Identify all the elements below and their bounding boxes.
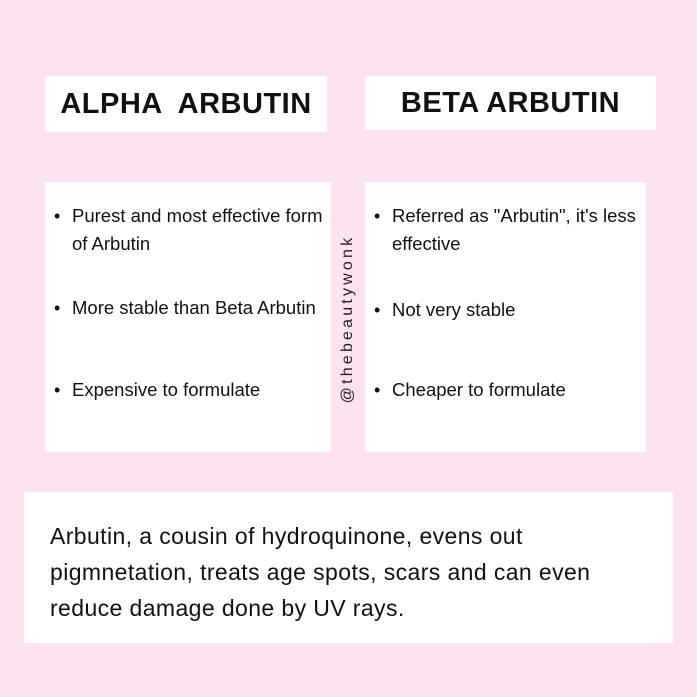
bullet-icon: • [374, 300, 381, 320]
point-text: Purest and most effective form of Arbutin [72, 205, 323, 254]
bullet-icon: • [54, 298, 61, 318]
bullet-icon: • [374, 380, 381, 400]
beta-arbutin-title: BETA ARBUTIN [400, 86, 621, 119]
bullet-icon: • [374, 206, 381, 226]
bullet-icon: • [54, 380, 61, 400]
alpha-arbutin-points-panel [45, 182, 331, 452]
list-item [54, 202, 323, 258]
list-item [54, 376, 323, 404]
beta-arbutin-title-panel [365, 76, 656, 130]
summary-text: Arbutin, a cousin of hydroquinone, evens out pigmnetation, treats age spots, scars and can even reduce damage done by UV rays. [50, 523, 591, 621]
summary-panel [24, 492, 673, 643]
point-text: Cheaper to formulate [392, 379, 566, 400]
list-item [374, 376, 638, 404]
alpha-arbutin-title-panel [45, 76, 327, 132]
beta-arbutin-points-panel [365, 182, 646, 452]
list-item [54, 294, 323, 322]
watermark-handle: @thebeautywonk [339, 234, 356, 404]
bullet-icon: • [54, 206, 61, 226]
list-item [374, 202, 638, 258]
point-text: Not very stable [392, 299, 516, 320]
point-text: Expensive to formulate [72, 379, 261, 400]
list-item [374, 296, 638, 324]
alpha-arbutin-title: ALPHA ARBUTIN [60, 87, 312, 120]
point-text: Referred as "Arbutin", it's less effective [392, 205, 636, 254]
point-text: More stable than Beta Arbutin [72, 297, 316, 318]
